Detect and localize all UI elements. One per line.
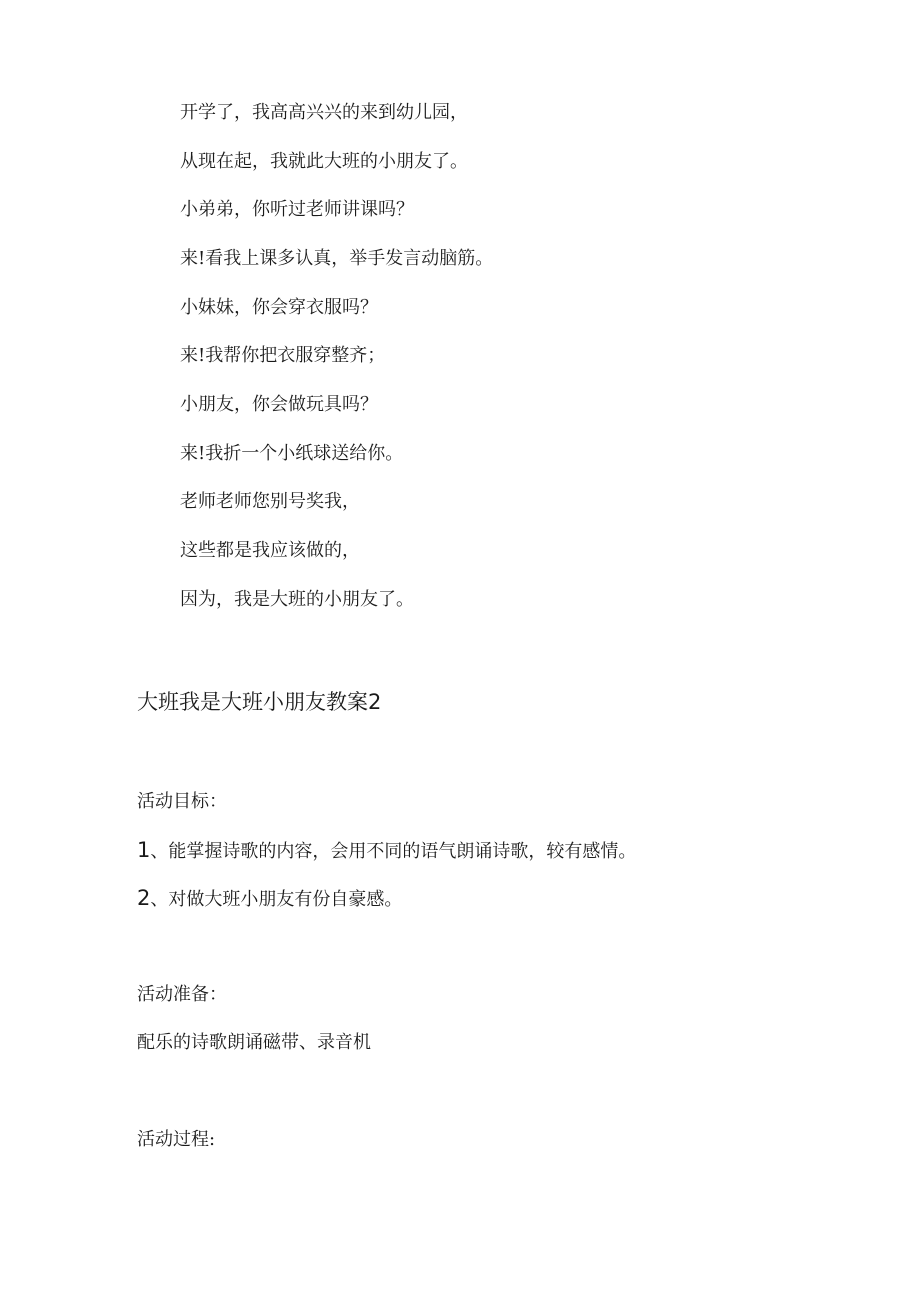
process-heading: 活动过程:	[137, 1129, 216, 1150]
preparation-text: 配乐的诗歌朗诵磁带、录音机	[137, 1032, 371, 1053]
poem-line: 这些都是我应该做的，	[180, 540, 360, 561]
poem-line: 开学了，我高高兴兴的来到幼儿园，	[180, 102, 468, 123]
poem-line: 小妹妹，你会穿衣服吗？	[180, 297, 378, 318]
poem-line: 从现在起，我就此大班的小朋友了。	[180, 151, 468, 172]
goal-number: 2	[137, 886, 151, 910]
poem-line: 小朋友，你会做玩具吗？	[180, 394, 378, 415]
poem-line: 来!看我上课多认真，举手发言动脑筋。	[180, 248, 494, 269]
goal-item	[137, 886, 402, 912]
poem-line: 老师老师您别号奖我，	[180, 491, 360, 512]
preparation-heading: 活动准备：	[137, 984, 227, 1005]
poem-line: 小弟弟，你听过老师讲课吗？	[180, 199, 414, 220]
goal-item	[137, 838, 636, 864]
goal-number: 1	[137, 838, 151, 862]
poem-line: 来!我帮你把衣服穿整齐；	[180, 345, 386, 366]
goals-heading: 活动目标：	[137, 791, 227, 812]
section-title: 大班我是大班小朋友教案2	[137, 690, 382, 714]
goal-text: 、对做大班小朋友有份自豪感。	[150, 889, 403, 910]
poem-line: 因为，我是大班的小朋友了。	[180, 589, 414, 610]
goal-text: 、能掌握诗歌的内容，会用不同的语气朗诵诗歌，较有感情。	[150, 841, 637, 862]
poem-line: 来!我折一个小纸球送给你。	[180, 443, 404, 464]
